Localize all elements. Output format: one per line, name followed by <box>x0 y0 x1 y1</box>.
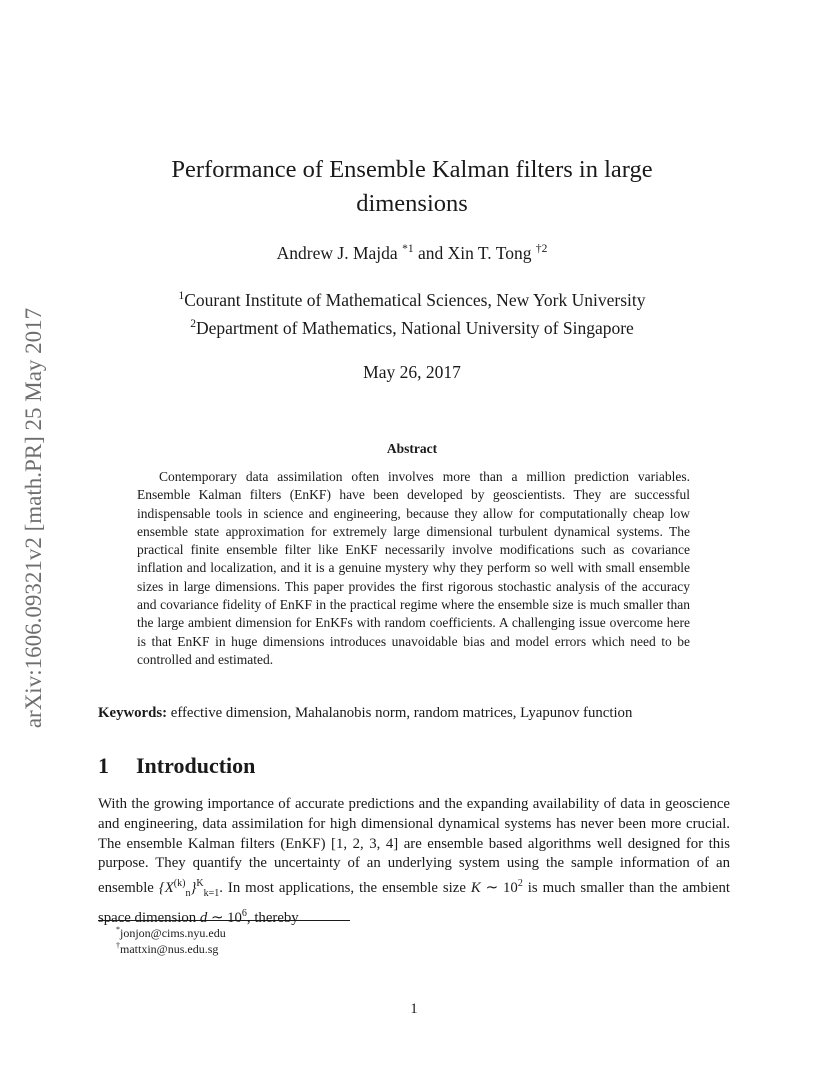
footnote-tong-email[interactable]: †mattxin@nus.edu.sg <box>116 941 219 956</box>
section-heading <box>98 753 255 779</box>
keywords-label: Keywords: <box>98 705 168 721</box>
section-number: 1 <box>98 753 109 778</box>
author-tong-marks: †2 <box>535 243 548 256</box>
title-line-1: Performance of Ensemble Kalman filters in large <box>171 156 653 183</box>
author-tong: Xin T. Tong <box>447 243 536 263</box>
affiliation-1: $^1$Courant Institute of Mathematical Sciences, New York University <box>178 289 646 310</box>
footnote-rule <box>98 920 350 921</box>
section-title: Introduction <box>136 753 256 778</box>
keywords-text: effective dimension, Mahalanobis norm, random matrices, Lyapunov function <box>167 705 633 721</box>
keywords-line <box>98 705 738 722</box>
author-conjunction: and <box>413 243 448 263</box>
abstract-text: Contemporary data assimilation often involves more than a million prediction variables. Ensemble Kalman filters (EnKF) have been developed by geoscientists. They are successful indispensable tools in science and engineering, because they allow for computationally cheap low ensemble state approximation for extremely large dimensional turbulent dynamical systems. The practical finite ensemble filter like EnKF necessarily involve modifications such as covariance inflation and localization, and it is a genuine mystery why they perform so well with small ensemble sizes in large dimensions. This paper provides the first rigorous stochastic analysis of the accuracy and covariance fidelity of EnKF in the practical regime where the ensemble size is much smaller than the large ambient dimension for EnKFs with random coefficients. A challenging issue overcome here is that EnKF in huge dimensions introduces unavoidable bias and model errors which need to be controlled and estimated. <box>137 469 690 667</box>
affiliations <box>98 284 726 340</box>
author-majda: Andrew J. Majda <box>276 243 403 263</box>
page-number: 1 <box>410 1001 418 1017</box>
affiliation-2: $^2$Department of Mathematics, National University of Singapore <box>190 317 634 338</box>
ensemble-math: $\{X^{(k)}_n\}^K_{k=1}$ <box>158 878 220 900</box>
paper-title <box>98 153 726 221</box>
title-line-2: dimensions <box>356 190 468 217</box>
footnote-majda-email[interactable]: *jonjon@cims.nyu.edu <box>116 925 226 940</box>
arxiv-identifier-stamp[interactable]: arXiv:1606.09321v2 [math.PR] 25 May 2017 <box>21 307 46 729</box>
author-majda-marks: *1 <box>402 243 414 256</box>
publication-date: May 26, 2017 <box>363 362 461 382</box>
abstract-heading: Abstract <box>386 441 438 456</box>
author-list <box>98 243 726 264</box>
introduction-paragraph: With the growing importance of accurate predictions and the expanding availability of data in geoscience and engineering, data assimilation for high dimensional dynamical systems has never been more crucial. The ensemble Kalman filters (EnKF) [1, 2, 3, 4] are ensemble based algorithms well designed for this purpose. They quantify the uncertainty of an underlying system using the sample information of an ensemble $\{X^{(k)}_n\}^K_{k=1}$. In most applications, the ensemble size K ∼ $10^2$ is much smaller than the ambient space dimension d ∼ $10^6$, thereby <box>98 796 730 926</box>
